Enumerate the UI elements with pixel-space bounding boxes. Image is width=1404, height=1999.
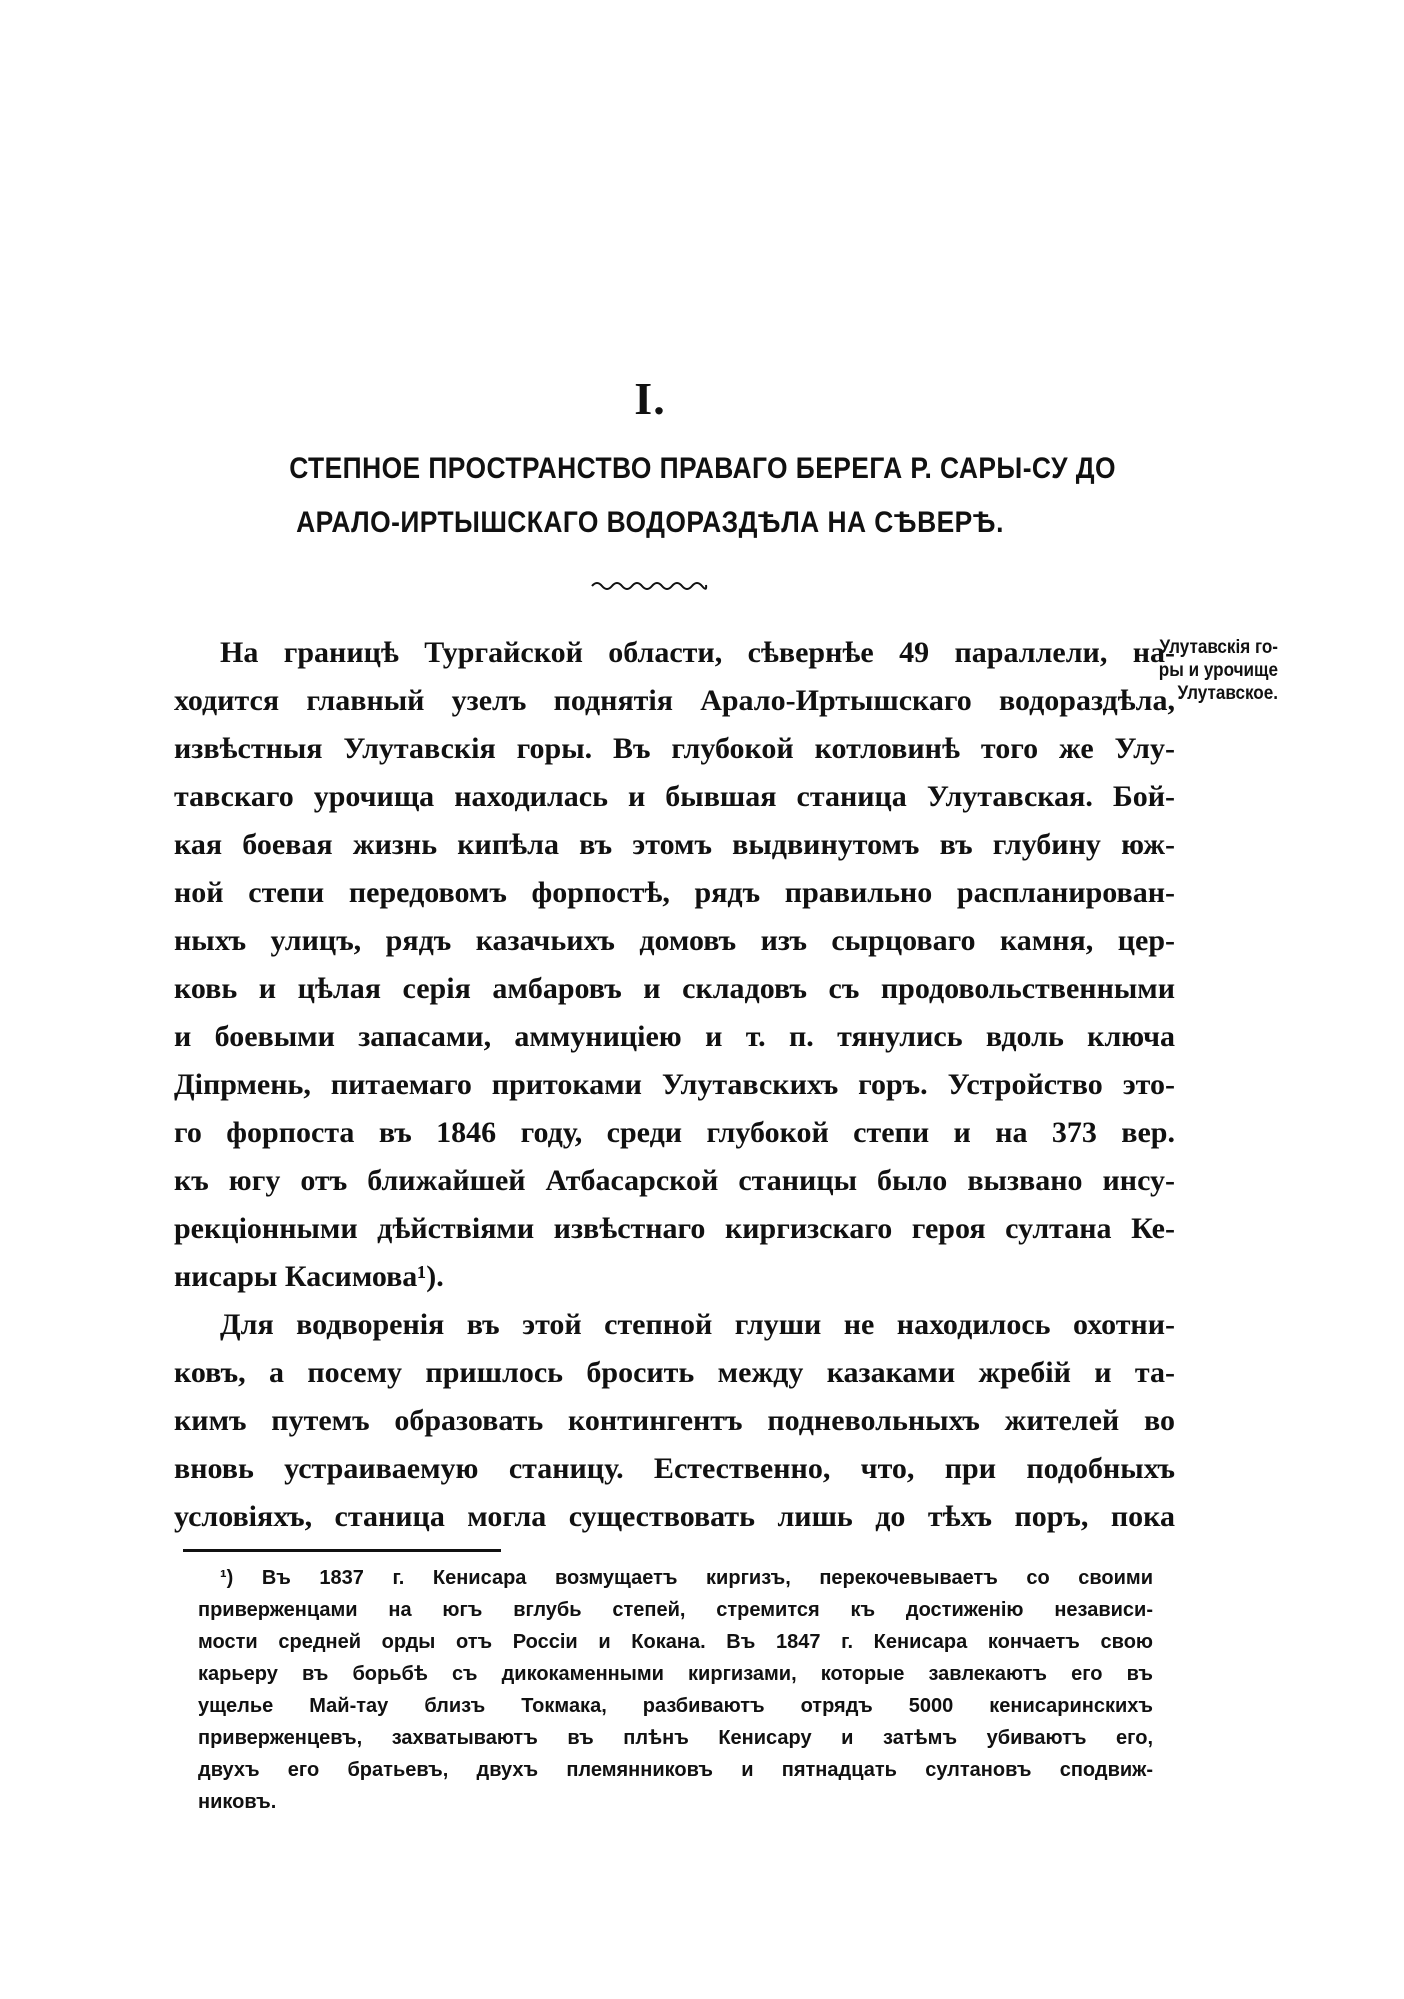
text-line: Для водворенія въ этой степной глуши не находилось охотни-: [220, 1308, 1175, 1341]
footnote-line: мости средней орды отъ Россіи и Кокана. Въ 1847 г. Кенисара кончаетъ свою: [198, 1631, 1153, 1653]
chapter-title-line-1: СТЕПНОЕ ПРОСТРАНСТВО ПРАВАГО БЕРЕГА Р. САРЫ-СУ ДО: [289, 452, 1116, 485]
text-line: извѣстныя Улутавскія горы. Въ глубокой котловинѣ того же Улу-: [174, 732, 1175, 765]
text-line: рекціонными дѣйствіями извѣстнаго киргизскаго героя султана Ке-: [174, 1212, 1175, 1245]
text-line: На границѣ Тургайской области, сѣвернѣе 49 параллели, на-: [220, 636, 1175, 669]
footnote-line: карьеру въ борьбѣ съ дикокаменными киргизами, которые завлекаютъ его въ: [198, 1663, 1153, 1685]
chapter-title-line-2: АРАЛО-ИРТЫШСКАГО ВОДОРАЗДѢЛА НА СѢВЕРѢ.: [296, 506, 1004, 539]
text-line: условіяхъ, станица могла существовать лишь до тѣхъ поръ, пока: [174, 1500, 1175, 1533]
footnote-divider: [183, 1549, 501, 1552]
footnote-line: ущелье Май-тау близъ Токмака, разбиваютъ отрядъ 5000 кенисаринскихъ: [198, 1695, 1153, 1717]
margin-note-line: Улутавское.: [1177, 683, 1278, 704]
text-line: тавскаго урочища находилась и бывшая станица Улутавская. Бой-: [174, 780, 1175, 813]
footnote-line: никовъ.: [198, 1791, 277, 1813]
text-line: вновь устраиваемую станицу. Естественно, что, при подобныхъ: [174, 1452, 1175, 1485]
text-line: ковъ, а посему пришлось бросить между казаками жребій и та-: [174, 1356, 1175, 1389]
wavy-ornament: [590, 577, 708, 591]
margin-note-line: Улутавскія го-: [1159, 637, 1278, 658]
text-line: нисары Касимова¹).: [174, 1260, 444, 1293]
text-line: кая боевая жизнь кипѣла въ этомъ выдвинутомъ въ глубину юж-: [174, 828, 1175, 861]
text-line: ныхъ улицъ, рядъ казачьихъ домовъ изъ сырцоваго камня, цер-: [174, 924, 1175, 957]
text-line: и боевыми запасами, аммуниціею и т. п. тянулись вдоль ключа: [174, 1020, 1175, 1053]
footnote-line: ¹) Въ 1837 г. Кенисара возмущаетъ киргизъ, перекочевываетъ со своими: [220, 1567, 1153, 1589]
chapter-number: I.: [634, 373, 666, 424]
text-line: къ югу отъ ближайшей Атбасарской станицы было вызвано инсу-: [174, 1164, 1175, 1197]
ornament-wave: [592, 583, 706, 589]
text-line: Діпрмень, питаемаго притоками Улутавскихъ горъ. Устройство это-: [174, 1068, 1175, 1101]
text-line: кимъ путемъ образовать контингентъ подневольныхъ жителей во: [174, 1404, 1175, 1437]
text-line: ходится главный узелъ поднятія Арало-Иртышскаго водораздѣла,: [174, 684, 1175, 717]
footnote-line: двухъ его братьевъ, двухъ племянниковъ и пятнадцать султановъ сподвиж-: [198, 1759, 1153, 1781]
footnote-line: приверженцами на югъ вглубь степей, стремится къ достиженію независи-: [198, 1599, 1153, 1621]
margin-note-line: ры и урочище: [1158, 660, 1278, 681]
text-line: го форпоста въ 1846 году, среди глубокой степи и на 373 вер.: [174, 1116, 1175, 1149]
text-line: ной степи передовомъ форпостѣ, рядъ правильно распланирован-: [174, 876, 1175, 909]
text-line: ковь и цѣлая серія амбаровъ и складовъ съ продовольственными: [174, 972, 1175, 1005]
footnote-line: приверженцевъ, захватываютъ въ плѣнъ Кенисару и затѣмъ убиваютъ его,: [198, 1727, 1153, 1749]
